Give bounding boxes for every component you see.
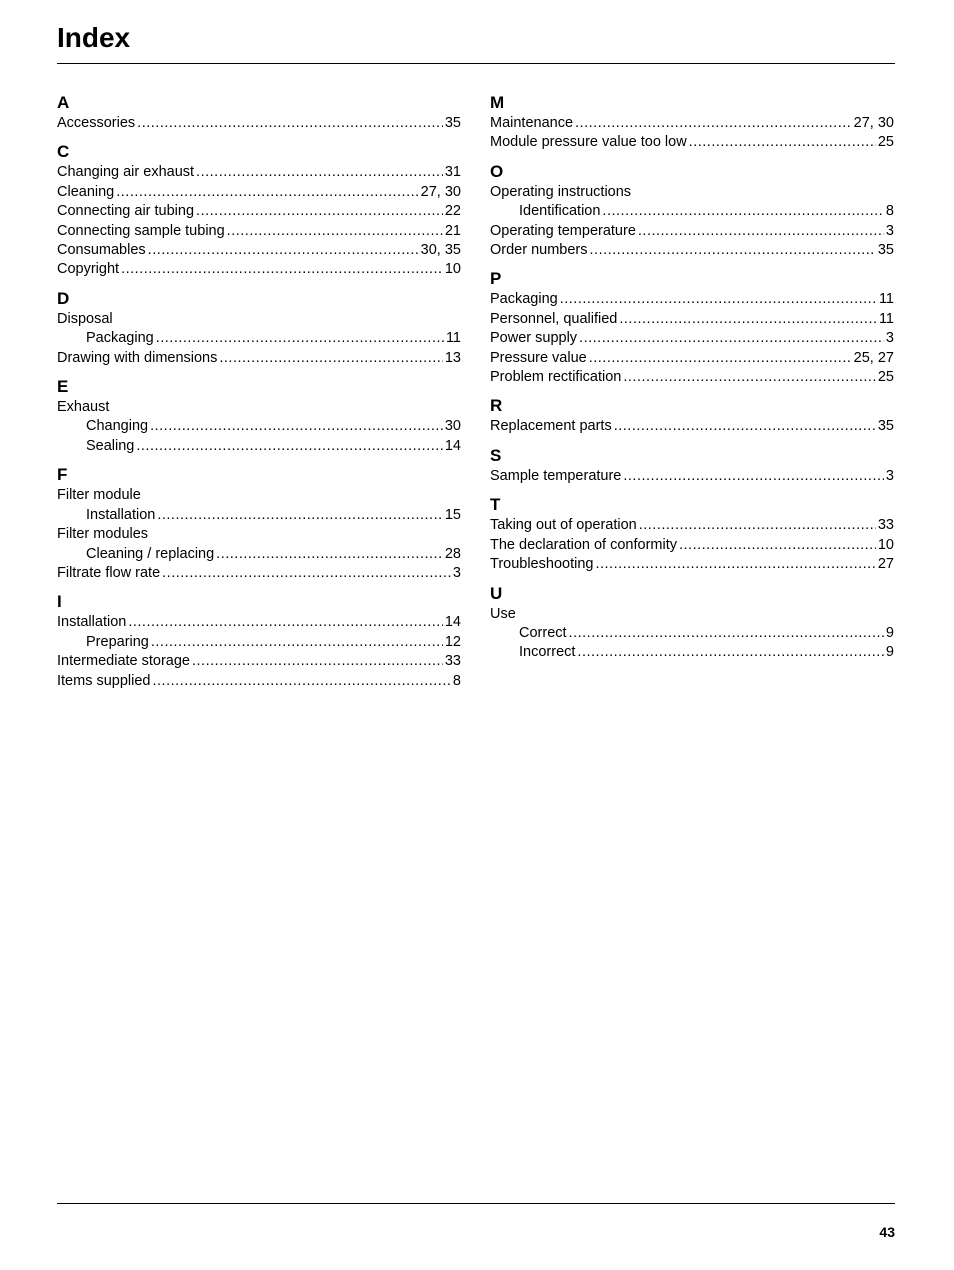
index-subentry [490, 624, 894, 643]
index-entry [490, 290, 894, 309]
index-entry [57, 486, 461, 505]
dot-leader [590, 241, 876, 260]
page-reference: 27 [877, 556, 894, 573]
index-term: Replacement parts [490, 418, 612, 435]
index-entry [490, 183, 894, 202]
index-section-u [490, 583, 894, 663]
section-letter: E [57, 377, 69, 397]
page-reference: 30 [444, 418, 461, 435]
index-entry [57, 672, 461, 691]
section-letter: F [57, 465, 68, 485]
index-column-right [490, 92, 894, 671]
index-term: Changing air exhaust [57, 164, 195, 181]
title-divider [57, 63, 895, 64]
index-subentry [57, 506, 461, 525]
section-letter: O [490, 161, 504, 181]
index-entry [57, 260, 461, 279]
page-reference: 3 [885, 222, 894, 239]
section-letter: A [57, 93, 70, 112]
page-title: Index [57, 22, 131, 53]
page-number: 43 [879, 1224, 895, 1240]
page-reference: 22 [444, 203, 461, 220]
index-entry [490, 536, 894, 555]
dot-leader [619, 310, 877, 329]
index-term: Connecting air tubing [57, 203, 195, 220]
page-reference: 14 [444, 614, 461, 631]
index-column-left [57, 92, 461, 699]
dot-leader [227, 222, 443, 241]
dot-leader [156, 329, 444, 348]
page-reference: 25 [877, 369, 894, 386]
dot-leader [589, 349, 852, 368]
index-entry [57, 241, 461, 260]
page-reference: 11 [878, 310, 894, 327]
index-section-f [57, 464, 461, 583]
index-term: Consumables [57, 242, 146, 259]
section-letter: M [490, 93, 505, 112]
page-reference: 11 [878, 291, 894, 308]
index-term: Operating temperature [490, 222, 636, 239]
index-entry [490, 133, 894, 152]
page-reference: 25, 27 [853, 349, 894, 366]
page-reference: 27, 30 [853, 115, 894, 131]
page-reference: 12 [444, 633, 461, 650]
dot-leader [216, 545, 443, 564]
index-term: Use [490, 605, 516, 622]
dot-leader [136, 437, 442, 456]
page-reference: 28 [444, 545, 461, 562]
dot-leader [153, 672, 451, 691]
index-entry [57, 114, 461, 133]
page-reference: 9 [885, 624, 894, 641]
index-term: Accessories [57, 115, 136, 131]
index-subentry [490, 643, 894, 662]
index-entry [490, 605, 894, 624]
index-section-p [490, 268, 894, 387]
page-reference: 27, 30 [420, 183, 461, 200]
page-reference: 8 [452, 672, 461, 689]
page-reference: 3 [885, 467, 894, 484]
dot-leader [196, 163, 443, 182]
index-term: Packaging [490, 291, 558, 308]
index-entry [57, 183, 461, 202]
index-term: Intermediate storage [57, 653, 190, 670]
index-entry [57, 613, 461, 632]
footer-divider [57, 1203, 895, 1204]
index-entry [490, 114, 894, 133]
index-term: Packaging [86, 330, 154, 347]
section-letter: I [57, 592, 62, 612]
index-subentry [57, 417, 461, 436]
dot-leader [579, 329, 884, 348]
page-reference: 31 [444, 164, 461, 181]
dot-leader [569, 624, 884, 643]
index-term: Filter modules [57, 526, 149, 543]
section-letter: C [57, 142, 70, 162]
page-reference: 13 [444, 349, 461, 366]
page-reference: 35 [877, 418, 894, 435]
dot-leader [128, 613, 443, 632]
index-term: Preparing [86, 633, 149, 650]
index-entry [57, 163, 461, 182]
page-reference: 35 [877, 242, 894, 259]
dot-leader [148, 241, 419, 260]
dot-leader [157, 506, 443, 525]
index-subentry [57, 633, 461, 652]
dot-leader [595, 555, 875, 574]
dot-leader [602, 202, 884, 221]
index-section-o [490, 161, 894, 261]
dot-leader [121, 260, 443, 279]
dot-leader [150, 417, 443, 436]
page-reference: 35 [444, 115, 461, 131]
section-letter: R [490, 396, 503, 416]
index-term: Cleaning [57, 183, 115, 200]
index-term: Personnel, qualified [490, 310, 618, 327]
index-entry [57, 564, 461, 583]
index-term: Identification [519, 203, 601, 220]
index-term: The declaration of conformity [490, 536, 677, 553]
page-reference: 10 [877, 536, 894, 553]
page-reference: 8 [885, 203, 894, 220]
dot-leader [638, 222, 884, 241]
index-term: Maintenance [490, 115, 574, 131]
section-letter: S [490, 445, 502, 465]
index-subentry [57, 545, 461, 564]
index-entry [57, 202, 461, 221]
dot-leader [639, 516, 876, 535]
index-section-a [57, 92, 461, 133]
index-section-s [490, 445, 894, 486]
dot-leader [137, 114, 443, 133]
index-entry [490, 516, 894, 535]
index-term: Exhaust [57, 399, 110, 416]
index-section-t [490, 494, 894, 574]
dot-leader [116, 183, 418, 202]
index-term: Sealing [86, 437, 135, 454]
index-term: Order numbers [490, 242, 588, 259]
dot-leader [679, 536, 876, 555]
index-term: Filtrate flow rate [57, 564, 161, 581]
page-reference: 33 [444, 653, 461, 670]
page-reference: 11 [445, 330, 461, 347]
dot-leader [623, 368, 876, 387]
page-reference: 3 [885, 330, 894, 347]
index-term: Incorrect [519, 644, 576, 661]
page-reference: 33 [877, 517, 894, 534]
index-term: Pressure value [490, 349, 587, 366]
index-entry [490, 349, 894, 368]
index-term: Drawing with dimensions [57, 349, 218, 366]
index-section-r [490, 395, 894, 436]
index-entry [490, 368, 894, 387]
index-entry [57, 525, 461, 544]
section-letter: D [57, 288, 70, 308]
index-term: Problem rectification [490, 369, 622, 386]
index-term: Disposal [57, 310, 113, 327]
index-term: Module pressure value too low [490, 134, 687, 151]
index-term: Troubleshooting [490, 556, 594, 573]
index-section-d [57, 288, 461, 368]
index-subentry [57, 329, 461, 348]
index-term: Taking out of operation [490, 517, 637, 534]
index-term: Sample temperature [490, 467, 622, 484]
index-entry [490, 310, 894, 329]
dot-leader [689, 133, 876, 152]
index-subentry [57, 437, 461, 456]
dot-leader [575, 114, 852, 133]
index-entry [490, 329, 894, 348]
index-term: Changing [86, 418, 149, 435]
dot-leader [614, 417, 876, 436]
index-entry [490, 222, 894, 241]
index-section-e [57, 376, 461, 456]
dot-leader [196, 202, 443, 221]
page-reference: 25 [877, 134, 894, 151]
dot-leader [623, 467, 884, 486]
page-reference: 14 [444, 437, 461, 454]
index-entry [57, 349, 461, 368]
index-term: Filter module [57, 487, 141, 504]
index-section-m [490, 92, 894, 153]
index-term: Connecting sample tubing [57, 222, 225, 239]
index-subentry [490, 202, 894, 221]
index-term: Operating instructions [490, 183, 632, 200]
index-term: Correct [519, 624, 567, 641]
page-reference: 21 [444, 222, 461, 239]
index-entry [57, 398, 461, 417]
page-reference: 30, 35 [420, 242, 461, 259]
index-entry [57, 310, 461, 329]
dot-leader [151, 633, 443, 652]
index-term: Cleaning / replacing [86, 545, 215, 562]
section-letter: P [490, 269, 502, 289]
dot-leader [192, 652, 443, 671]
index-entry [57, 652, 461, 671]
index-entry [57, 222, 461, 241]
index-section-c [57, 141, 461, 279]
index-entry [490, 467, 894, 486]
dot-leader [560, 290, 877, 309]
page-reference: 15 [444, 506, 461, 523]
dot-leader [162, 564, 451, 583]
index-entry [490, 241, 894, 260]
index-entry [490, 417, 894, 436]
index-section-i [57, 591, 461, 691]
index-entry [490, 555, 894, 574]
section-letter: T [490, 495, 501, 515]
page-reference: 10 [444, 261, 461, 278]
section-letter: U [490, 583, 503, 603]
index-term: Installation [86, 506, 156, 523]
index-term: Items supplied [57, 672, 151, 689]
index-term: Copyright [57, 261, 120, 278]
page-reference: 3 [452, 564, 461, 581]
dot-leader [219, 349, 442, 368]
index-term: Installation [57, 614, 127, 631]
index-term: Power supply [490, 330, 578, 347]
dot-leader [577, 643, 884, 662]
page-reference: 9 [885, 644, 894, 661]
